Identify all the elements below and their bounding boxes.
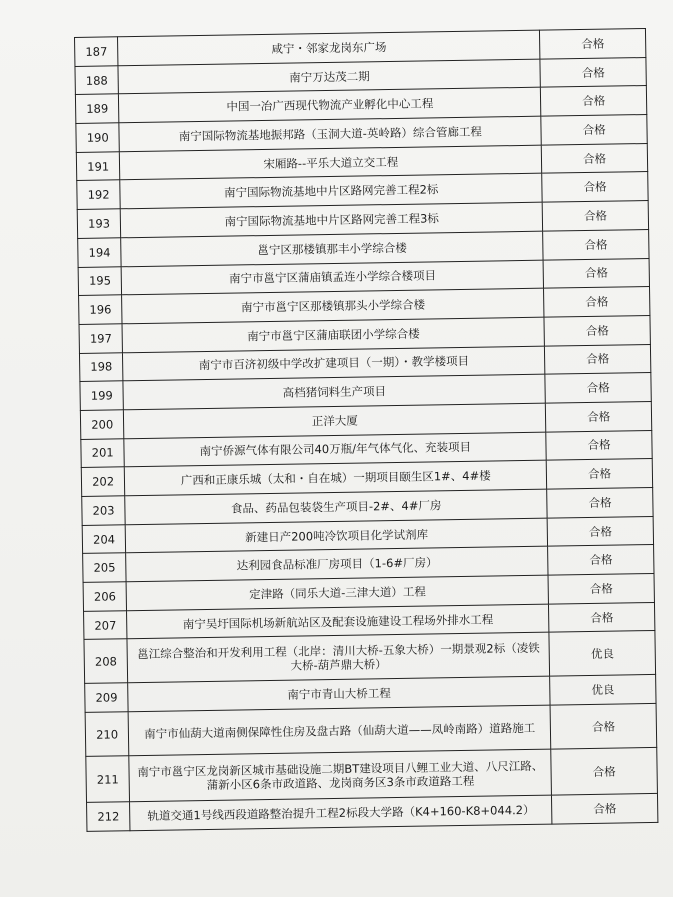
row-number: 205: [83, 553, 127, 582]
row-number: 187: [75, 37, 119, 66]
result-cell: 合格: [547, 487, 653, 517]
project-name: 广西和正康乐城（太和・自在城）一期项目颐生区1#、4#楼: [125, 460, 547, 495]
project-name: 新建日产200吨冷饮项目化学试剂库: [125, 518, 547, 553]
project-name: 南宁市邕宁区龙岗新区城市基础设施二期BT建设项目八鲤工业大道、八尺江路、蒲新小区6条市政道路、龙岗商务区3条市政道路工程: [129, 749, 552, 802]
row-number: 204: [82, 524, 126, 553]
project-table-wrapper: [74, 28, 658, 832]
result-cell: 合格: [540, 57, 646, 87]
row-number: 209: [85, 683, 129, 712]
row-number: 211: [86, 756, 130, 803]
row-number: 207: [84, 610, 128, 639]
project-name: 南宁市邕宁区蒲庙镇孟连小学综合楼项目: [121, 260, 543, 295]
result-cell: 合格: [552, 794, 658, 824]
result-cell: 合格: [540, 29, 646, 59]
project-name: 南宁侨源气体有限公司40万瓶/年气体气化、充装项目: [124, 432, 546, 467]
result-cell: 合格: [543, 258, 649, 288]
result-cell: 合格: [542, 201, 648, 231]
row-number: 193: [77, 209, 121, 238]
row-number: 194: [78, 238, 122, 267]
row-number: 189: [75, 94, 119, 123]
project-name: 轨道交通1号线西段道路整治提升工程2标段大学路（K4+160-K8+044.2）: [130, 795, 552, 830]
result-cell: 优良: [549, 631, 655, 677]
project-table: [74, 28, 658, 832]
result-cell: 优良: [550, 675, 656, 705]
project-name: 南宁市百济初级中学改扩建项目（一期）・教学楼项目: [123, 346, 545, 381]
row-number: 200: [80, 410, 124, 439]
project-name: 食品、药品包装袋生产项目-2#、4#厂房: [125, 489, 547, 524]
result-cell: 合格: [546, 459, 652, 489]
row-number: 212: [87, 802, 131, 831]
row-number: 196: [79, 295, 123, 324]
result-cell: 合格: [548, 545, 654, 575]
row-number: 198: [79, 352, 123, 381]
result-cell: 合格: [544, 287, 650, 317]
row-number: 201: [81, 438, 125, 467]
row-number: 192: [77, 180, 121, 209]
project-name: 高档猪饲料生产项目: [123, 374, 545, 409]
row-number: 188: [75, 65, 119, 94]
row-number: 203: [82, 496, 126, 525]
project-name: 邕宁区那楼镇那丰小学综合楼: [121, 231, 543, 266]
project-name: 南宁万达茂二期: [118, 59, 540, 94]
result-cell: 合格: [543, 229, 649, 259]
result-cell: 合格: [548, 574, 654, 604]
row-number: 197: [79, 324, 123, 353]
project-name: 达利园食品标准厂房项目（1-6#厂房）: [126, 546, 548, 581]
project-name: 南宁市青山大桥工程: [128, 677, 550, 712]
result-cell: 合格: [541, 86, 647, 116]
result-cell: 合格: [542, 172, 648, 202]
result-cell: 合格: [541, 115, 647, 145]
project-name: 定津路（同乐大道-三津大道）工程: [126, 575, 548, 610]
project-name: 南宁市仙葫大道南侧保障性住房及盘古路（仙葫大道——凤岭南路）道路施工: [128, 705, 551, 756]
project-name: 南宁吴圩国际机场新航站区及配套设施建设工程场外排水工程: [127, 604, 549, 639]
row-number: 202: [81, 467, 125, 496]
row-number: 191: [76, 152, 120, 181]
project-name: 南宁市邕宁区蒲庙联团小学综合楼: [122, 317, 544, 352]
result-cell: 合格: [549, 602, 655, 632]
row-number: 210: [85, 712, 129, 757]
result-cell: 合格: [545, 373, 651, 403]
row-number: 208: [84, 639, 128, 684]
result-cell: 合格: [551, 748, 657, 796]
result-cell: 合格: [542, 143, 648, 173]
row-number: 195: [78, 266, 122, 295]
result-cell: 合格: [547, 516, 653, 546]
project-name: 咸宁・邻家龙岗东广场: [118, 30, 540, 65]
result-cell: 合格: [546, 401, 652, 431]
project-name: 南宁国际物流基地中片区路网完善工程2标: [120, 174, 542, 209]
project-name: 南宁国际物流基地中片区路网完善工程3标: [121, 202, 543, 237]
project-name: 正洋大厦: [124, 403, 546, 438]
result-cell: 合格: [545, 344, 651, 374]
project-name: 邕江综合整治和开发利用工程（北岸：清川大桥-五象大桥）一期景观2标（凌铁大桥-葫芦鼎大桥）: [127, 633, 550, 684]
row-number: 206: [83, 582, 127, 611]
row-number: 190: [76, 123, 120, 152]
project-name: 南宁国际物流基地振邦路（玉洞大道-英岭路）综合管廊工程: [119, 116, 541, 151]
project-name: 宋厢路--平乐大道立交工程: [120, 145, 542, 180]
result-cell: 合格: [546, 430, 652, 460]
row-number: 199: [80, 381, 124, 410]
result-cell: 合格: [550, 704, 656, 750]
project-name: 中国一冶广西现代物流产业孵化中心工程: [119, 88, 541, 123]
project-name: 南宁市邕宁区那楼镇那头小学综合楼: [122, 288, 544, 323]
result-cell: 合格: [544, 315, 650, 345]
